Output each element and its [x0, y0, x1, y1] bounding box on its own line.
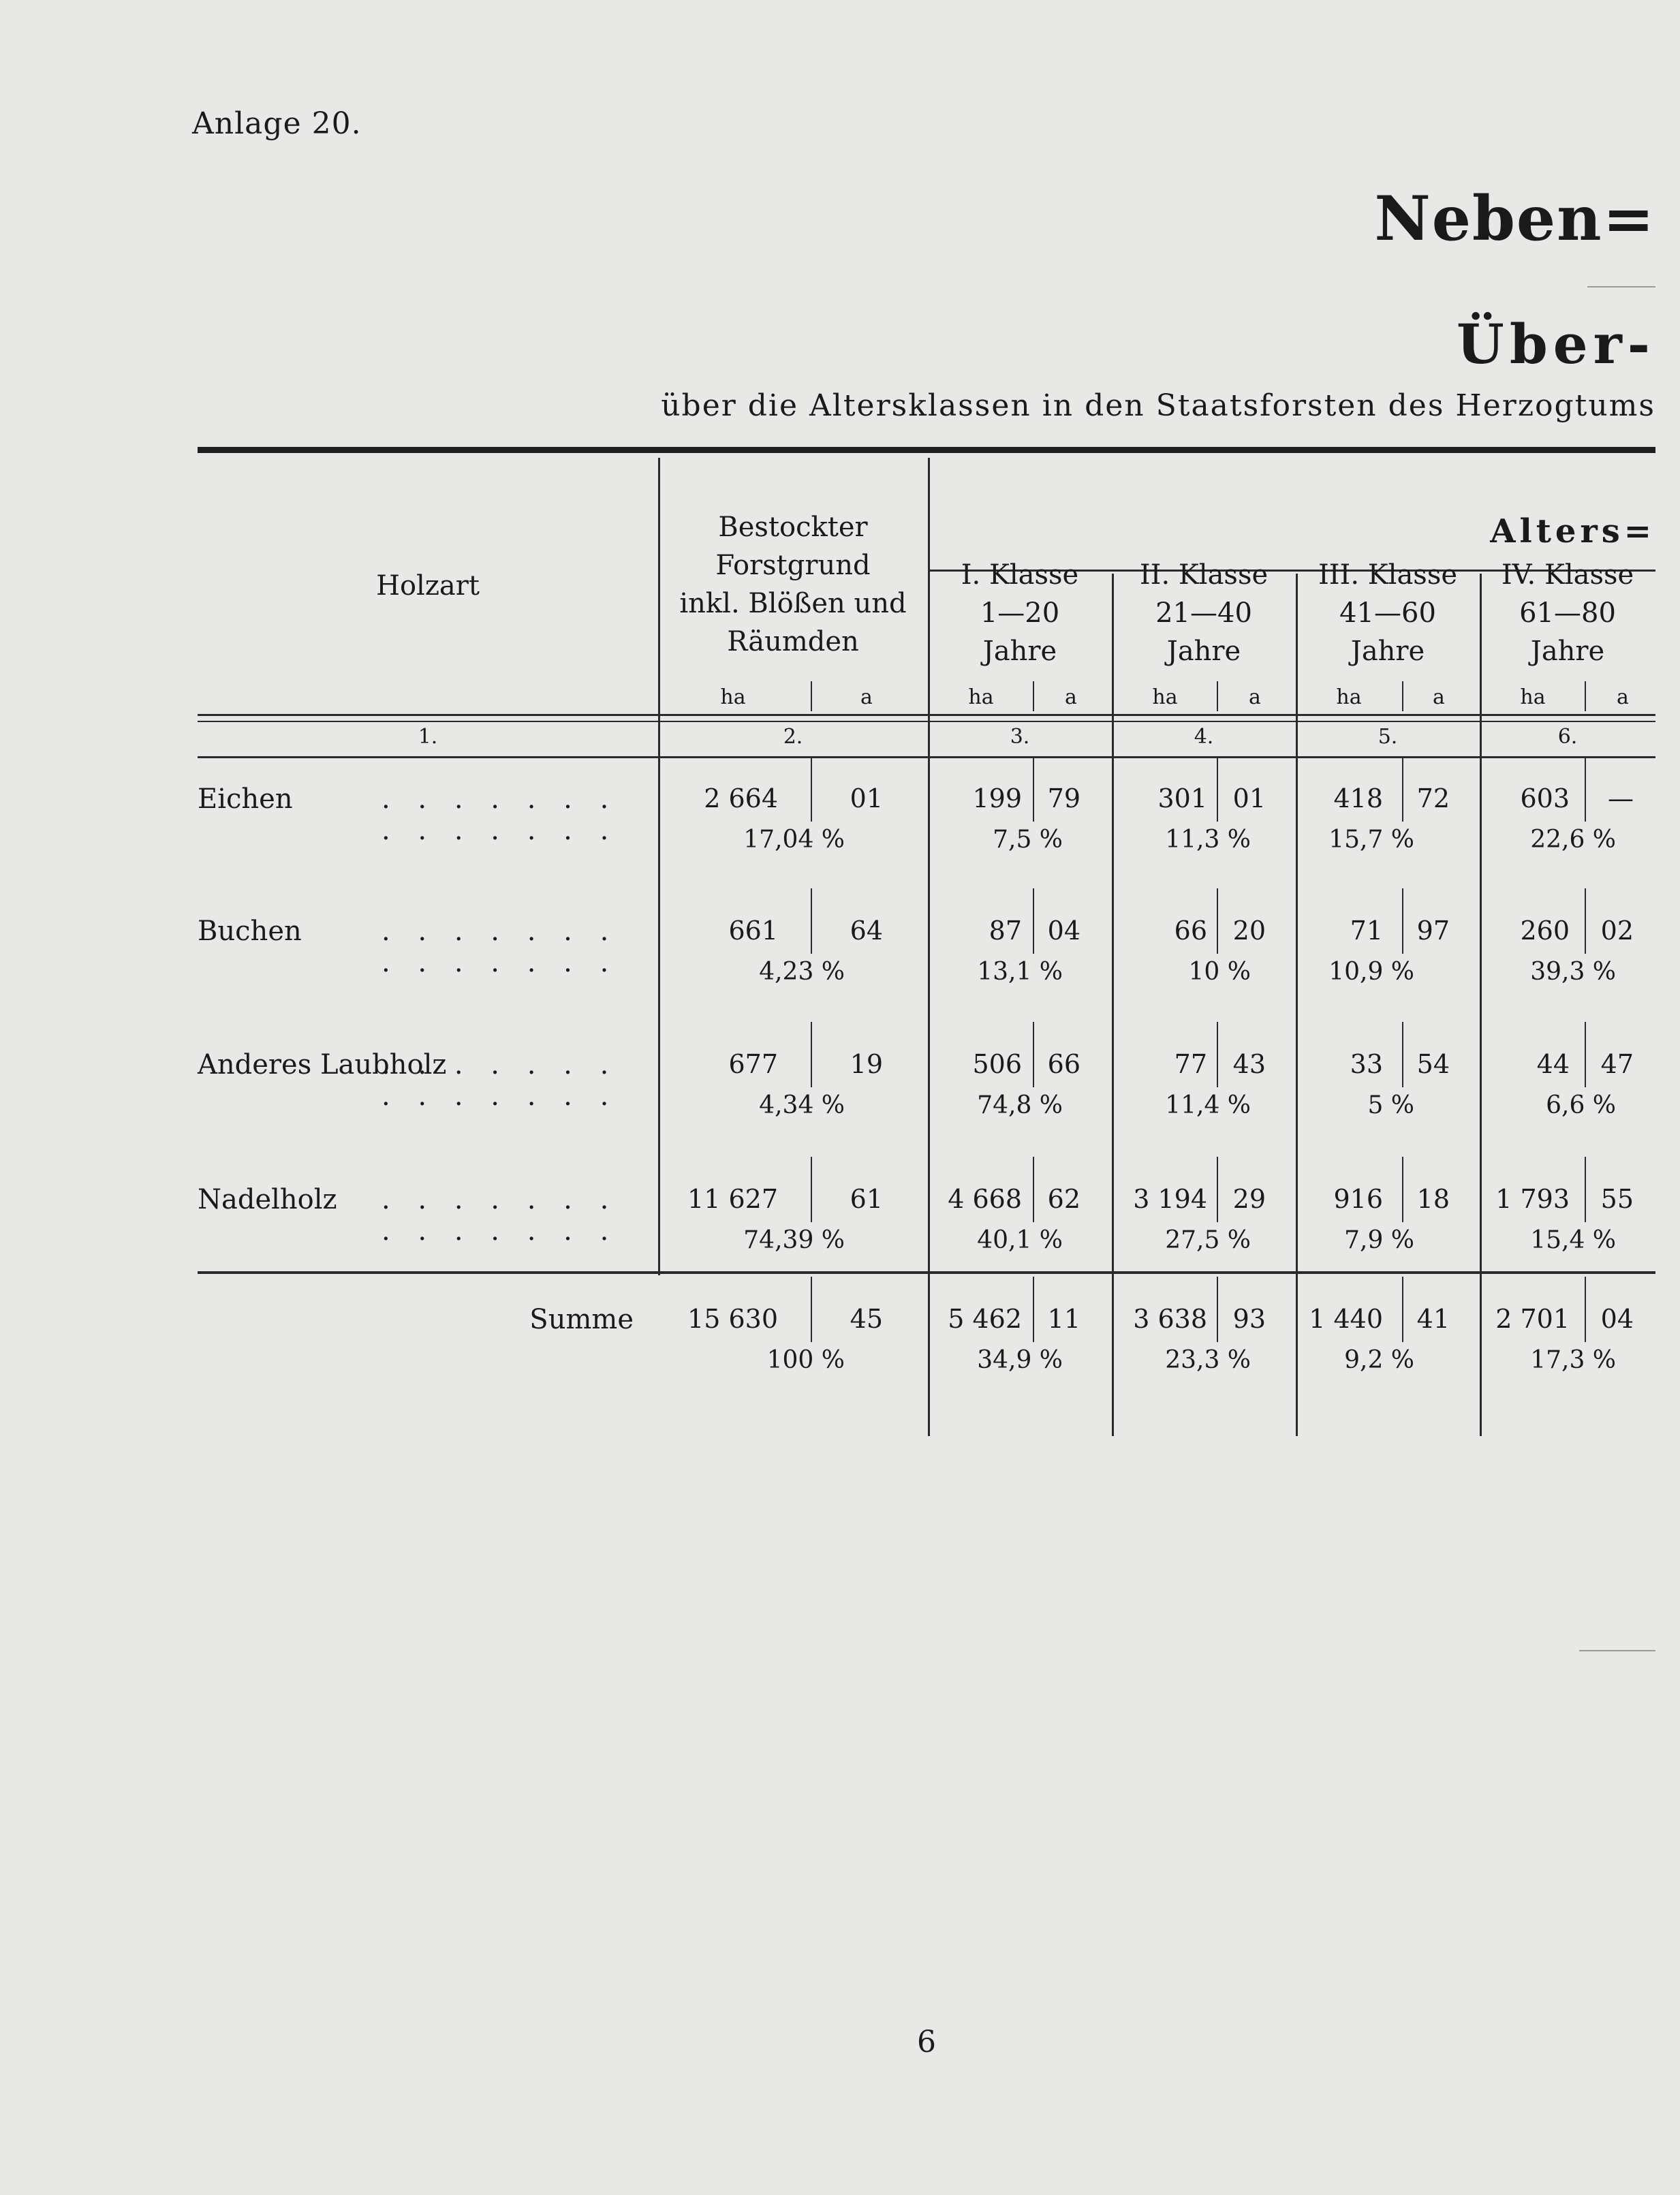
row-label: Anderes Laubholz [198, 1049, 447, 1080]
cell-percent: 4,34 % [759, 1091, 845, 1119]
row-label: Buchen [198, 916, 302, 947]
cell-a: 97 [1416, 916, 1450, 946]
class-range: 61—80 [1519, 597, 1616, 629]
header-rule [198, 721, 1655, 722]
col-divider [1112, 574, 1114, 1436]
leader-dots: . . . . . . . . . . . . . . [382, 783, 619, 846]
unit-ha: ha [1336, 685, 1362, 709]
cell-ha: 916 [1333, 1184, 1383, 1214]
cell-a: 54 [1416, 1049, 1450, 1079]
cell-ha: 301 [1157, 783, 1207, 813]
cell-a: 01 [850, 783, 883, 813]
cell-percent: 4,23 % [759, 958, 845, 986]
cell-a: 61 [850, 1184, 883, 1214]
cell-ha: 4 668 [948, 1184, 1022, 1214]
cell-percent: 74,39 % [743, 1226, 845, 1254]
cell-percent: 17,3 % [1530, 1346, 1616, 1374]
cell-a: 29 [1232, 1184, 1266, 1214]
header-class-1 [928, 556, 1112, 670]
cell-ha: 11 627 [687, 1184, 778, 1214]
stray-rule [1587, 286, 1655, 287]
cell-divider [1217, 756, 1218, 822]
unit-divider [1217, 681, 1218, 711]
cell-a: 55 [1600, 1184, 1634, 1214]
cell-a: 02 [1600, 916, 1634, 946]
cell-ha: 506 [972, 1049, 1022, 1079]
cell-ha: 33 [1350, 1049, 1383, 1079]
cell-a: 41 [1416, 1304, 1450, 1334]
cell-percent: 23,3 % [1165, 1346, 1251, 1374]
cell-divider [1402, 1277, 1403, 1342]
cell-percent: 11,4 % [1165, 1091, 1251, 1119]
cell-divider [1585, 1157, 1586, 1222]
cell-divider [1585, 756, 1586, 822]
cell-divider [1033, 888, 1034, 954]
row-label: Nadelholz [198, 1184, 337, 1215]
header-bestockt-line2: inkl. Blößen und [679, 588, 907, 619]
cell-ha: 1 440 [1309, 1304, 1383, 1334]
cell-divider [1402, 1022, 1403, 1087]
unit-ha: ha [1152, 685, 1178, 709]
cell-divider [1217, 888, 1218, 954]
col-number: 3. [1010, 725, 1030, 749]
col-number: 1. [418, 725, 438, 749]
unit-divider [811, 681, 812, 711]
title-part1: Neben= [1374, 183, 1655, 255]
cell-percent: 22,6 % [1530, 826, 1616, 854]
class-range: 21—40 [1155, 597, 1252, 629]
cell-ha: 2 701 [1495, 1304, 1570, 1334]
col-number: 6. [1557, 725, 1578, 749]
cell-a: 18 [1416, 1184, 1450, 1214]
cell-percent: 10 % [1188, 958, 1251, 986]
cell-ha: 677 [728, 1049, 778, 1079]
cell-percent: 6,6 % [1546, 1091, 1616, 1119]
stray-rule [1579, 1650, 1655, 1651]
unit-a: a [860, 685, 873, 709]
class-unit: Jahre [982, 636, 1057, 667]
header-rule [198, 714, 1655, 716]
cell-a: 04 [1047, 916, 1080, 946]
unit-divider [1585, 681, 1586, 711]
cell-divider [1585, 1022, 1586, 1087]
cell-ha: 2 664 [704, 783, 778, 813]
header-bestockt-line3: Räumden [727, 626, 859, 657]
cell-divider [1217, 1277, 1218, 1342]
cell-ha: 77 [1174, 1049, 1207, 1079]
header-holzart: Holzart [376, 570, 480, 602]
unit-a: a [1065, 685, 1077, 709]
numbers-rule [198, 756, 1655, 758]
class-name: I. Klasse [961, 559, 1079, 591]
unit-divider [1402, 681, 1403, 711]
cell-percent: 7,5 % [993, 826, 1063, 854]
subtitle: über die Altersklassen in den Staatsforsten des Herzogtums [661, 388, 1655, 423]
unit-a: a [1617, 685, 1629, 709]
unit-ha: ha [720, 685, 746, 709]
cell-divider [811, 1157, 812, 1222]
cell-ha: 71 [1350, 916, 1383, 946]
cell-ha: 661 [728, 916, 778, 946]
class-range: 41—60 [1339, 597, 1436, 629]
cell-a: 01 [1232, 783, 1266, 813]
class-name: IV. Klasse [1501, 559, 1634, 591]
class-name: III. Klasse [1318, 559, 1458, 591]
cell-divider [1402, 1157, 1403, 1222]
class-range: 1—20 [980, 597, 1060, 629]
cell-a: 43 [1232, 1049, 1266, 1079]
cell-divider [811, 888, 812, 954]
cell-percent: 74,8 % [977, 1091, 1063, 1119]
cell-divider [1217, 1022, 1218, 1087]
cell-a: 64 [850, 916, 883, 946]
cell-a: 79 [1047, 783, 1080, 813]
cell-ha: 15 630 [687, 1304, 778, 1334]
cell-a: 93 [1232, 1304, 1266, 1334]
row-label: Summe [529, 1304, 634, 1335]
cell-divider [1585, 888, 1586, 954]
cell-divider [1585, 1277, 1586, 1342]
cell-ha: 199 [972, 783, 1022, 813]
cell-percent: 7,9 % [1344, 1226, 1414, 1254]
cell-percent: 13,1 % [977, 958, 1063, 986]
group-header: Alters= [1490, 512, 1655, 550]
cell-divider [1033, 1157, 1034, 1222]
cell-a: 72 [1416, 783, 1450, 813]
cell-percent: 100 % [766, 1346, 845, 1374]
unit-ha: ha [968, 685, 994, 709]
cell-ha: 87 [989, 916, 1022, 946]
cell-divider [1033, 1022, 1034, 1087]
cell-percent: 11,3 % [1165, 826, 1251, 854]
cell-percent: 34,9 % [977, 1346, 1063, 1374]
header-class-4 [1480, 556, 1655, 670]
cell-percent: 27,5 % [1165, 1226, 1251, 1254]
table-top-rule [198, 447, 1655, 453]
cell-divider [811, 1277, 812, 1342]
cell-percent: 40,1 % [977, 1226, 1063, 1254]
cell-a: — [1608, 783, 1634, 813]
cell-divider [811, 1022, 812, 1087]
header-bestockt [658, 508, 928, 661]
leader-dots: . . . . . . . . . . . . . . [382, 1184, 619, 1247]
col-divider [1480, 574, 1482, 1436]
class-unit: Jahre [1166, 636, 1241, 667]
cell-a: 66 [1047, 1049, 1080, 1079]
row-label: Eichen [198, 783, 293, 815]
cell-divider [1402, 888, 1403, 954]
cell-percent: 15,4 % [1530, 1226, 1616, 1254]
unit-divider [1033, 681, 1034, 711]
page-number: 6 [917, 2025, 936, 2059]
cell-ha: 5 462 [948, 1304, 1022, 1334]
leader-dots: . . . . . . . . . . . . . . [382, 916, 619, 978]
sum-rule [198, 1271, 1655, 1274]
cell-percent: 5 % [1367, 1091, 1414, 1119]
cell-a: 19 [850, 1049, 883, 1079]
cell-percent: 15,7 % [1328, 826, 1414, 854]
cell-a: 45 [850, 1304, 883, 1334]
class-unit: Jahre [1350, 636, 1425, 667]
col-number: 2. [783, 725, 803, 749]
cell-a: 11 [1047, 1304, 1080, 1334]
cell-a: 04 [1600, 1304, 1634, 1334]
unit-a: a [1433, 685, 1445, 709]
title-part2: Über- [1457, 312, 1655, 376]
cell-ha: 1 793 [1495, 1184, 1570, 1214]
cell-divider [1033, 1277, 1034, 1342]
cell-ha: 603 [1520, 783, 1570, 813]
cell-percent: 10,9 % [1328, 958, 1414, 986]
header-class-3 [1296, 556, 1480, 670]
class-name: II. Klasse [1139, 559, 1269, 591]
col-divider [1296, 574, 1298, 1436]
cell-a: 47 [1600, 1049, 1634, 1079]
cell-divider [1217, 1157, 1218, 1222]
cell-percent: 9,2 % [1344, 1346, 1414, 1374]
cell-percent: 17,04 % [743, 826, 845, 854]
header-class-2 [1112, 556, 1296, 670]
col-number: 4. [1194, 725, 1214, 749]
cell-a: 20 [1232, 916, 1266, 946]
cell-ha: 66 [1174, 916, 1207, 946]
cell-divider [1033, 756, 1034, 822]
cell-ha: 44 [1536, 1049, 1570, 1079]
cell-ha: 3 638 [1133, 1304, 1207, 1334]
header-bestockt-line1: Bestockter Forstgrund [715, 512, 871, 581]
class-unit: Jahre [1530, 636, 1605, 667]
cell-divider [811, 756, 812, 822]
unit-ha: ha [1520, 685, 1546, 709]
cell-a: 62 [1047, 1184, 1080, 1214]
cell-ha: 418 [1333, 783, 1383, 813]
annex-label: Anlage 20. [192, 106, 362, 141]
col-number: 5. [1378, 725, 1398, 749]
cell-percent: 39,3 % [1530, 958, 1616, 986]
unit-a: a [1249, 685, 1261, 709]
leader-dots: . . . . . . . . . . . . . . [382, 1049, 619, 1112]
cell-divider [1402, 756, 1403, 822]
cell-ha: 3 194 [1133, 1184, 1207, 1214]
cell-ha: 260 [1520, 916, 1570, 946]
